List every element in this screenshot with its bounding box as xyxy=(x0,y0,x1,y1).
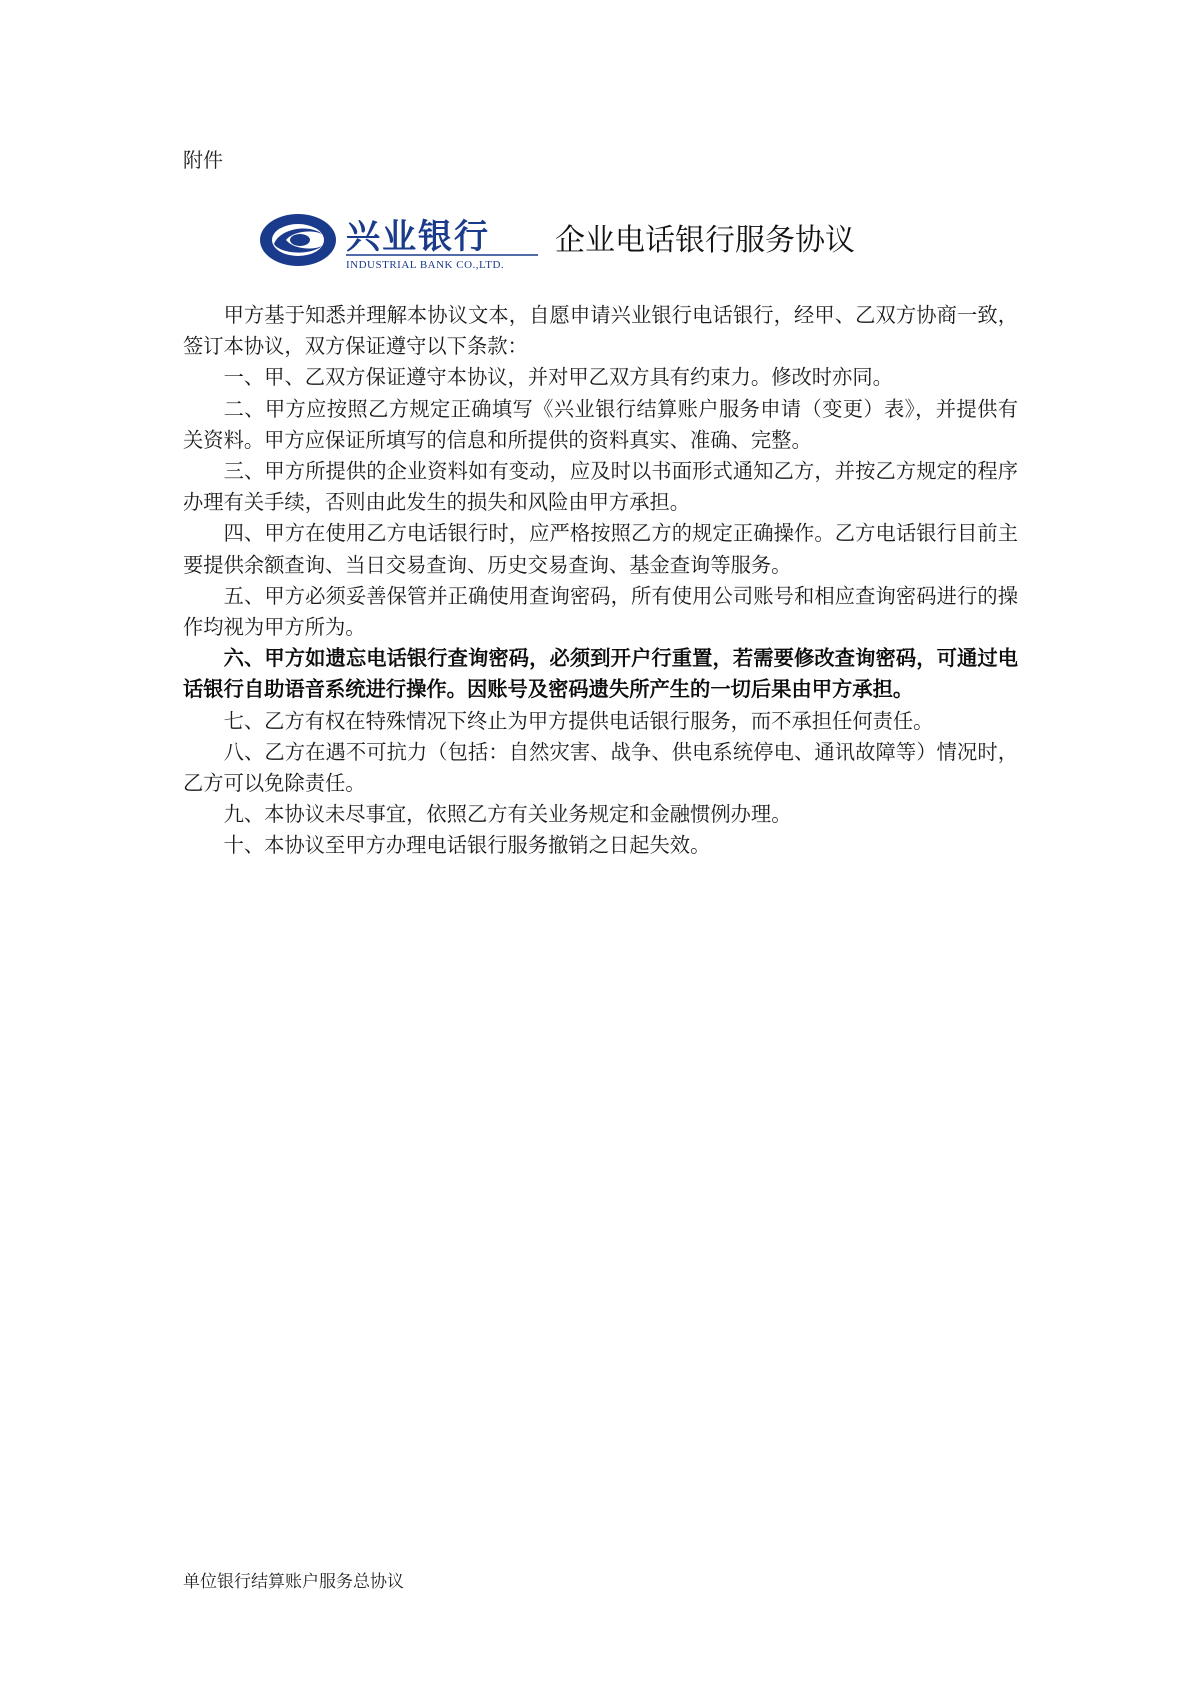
logo-english-name: INDUSTRIAL BANK CO.,LTD. xyxy=(346,259,505,271)
clause-9: 九、本协议未尽事宜，依照乙方有关业务规定和金融惯例办理。 xyxy=(223,802,792,827)
clause-10: 十、本协议至甲方办理电话银行服务撤销之日起失效。 xyxy=(223,833,711,858)
agreement-body xyxy=(183,300,1018,862)
industrial-bank-logo xyxy=(258,210,540,272)
clause-6: 六、甲方如遗忘电话银行查询密码，必须到开户行重置，若需要修改查询密码，可通过电话银行自助语音系统进行操作。因账号及密码遗失所产生的一切后果由甲方承担。 xyxy=(183,646,1018,702)
clause-1: 一、甲、乙双方保证遵守本协议，并对甲乙双方具有约束力。修改时亦同。 xyxy=(223,365,893,390)
page-footer: 单位银行结算账户服务总协议 xyxy=(183,1572,404,1592)
document-title: 企业电话银行服务协议 xyxy=(555,223,855,258)
intro-paragraph: 甲方基于知悉并理解本协议文本，自愿申请兴业银行电话银行，经甲、乙双方协商一致，签订本协议，双方保证遵守以下条款： xyxy=(183,303,1018,359)
clause-7: 七、乙方有权在特殊情况下终止为甲方提供电话银行服务，而不承担任何责任。 xyxy=(223,708,934,733)
clause-2: 二、甲方应按照乙方规定正确填写《兴业银行结算账户服务申请（变更）表》，并提供有关资料。甲方应保证所填写的信息和所提供的资料真实、准确、完整。 xyxy=(183,396,1018,452)
attachment-label: 附件 xyxy=(183,148,223,172)
bank-emblem-icon xyxy=(260,214,336,266)
clause-4: 四、甲方在使用乙方电话银行时，应严格按照乙方的规定正确操作。乙方电话银行目前主要提供余额查询、当日交易查询、历史交易查询、基金查询等服务。 xyxy=(183,521,1018,577)
clause-5: 五、甲方必须妥善保管并正确使用查询密码，所有使用公司账号和相应查询密码进行的操作均视为甲方所为。 xyxy=(183,583,1018,640)
document-header xyxy=(258,210,958,272)
logo-chinese-name: 兴业银行 xyxy=(346,217,490,257)
clause-8: 八、乙方在遇不可抗力（包括：自然灾害、战争、供电系统停电、通讯故障等）情况时，乙方可以免除责任。 xyxy=(183,739,1018,796)
clause-3: 三、甲方所提供的企业资料如有变动，应及时以书面形式通知乙方，并按乙方规定的程序办理有关手续，否则由此发生的损失和风险由甲方承担。 xyxy=(183,459,1018,515)
